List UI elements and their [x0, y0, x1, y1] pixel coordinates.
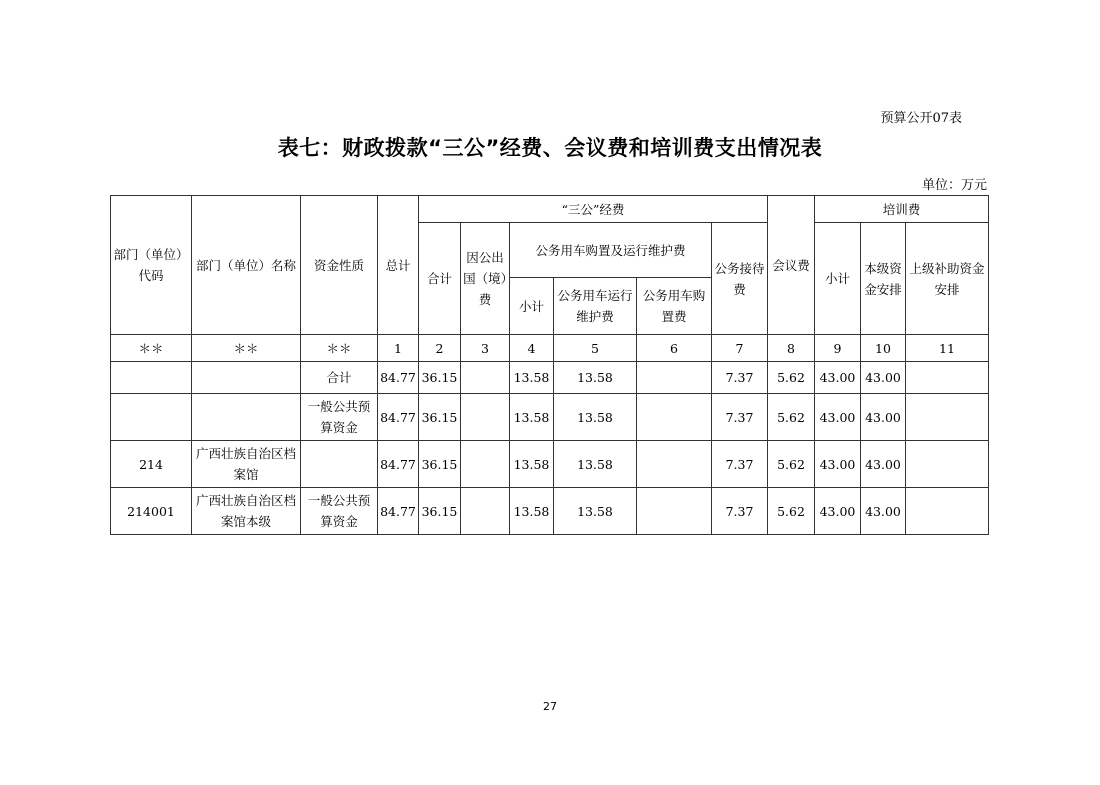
index-cell: ＊＊ — [192, 335, 301, 362]
header-training: 培训费 — [815, 196, 989, 223]
cell-abroad — [461, 394, 510, 441]
index-cell: 5 — [554, 335, 637, 362]
cell-sangong-total: 36.15 — [419, 362, 461, 394]
header-training-own: 本级资金安排 — [861, 223, 906, 335]
index-cell: 10 — [861, 335, 906, 362]
cell-total: 84.77 — [378, 394, 419, 441]
cell-total: 84.77 — [378, 362, 419, 394]
cell-vehicle-operation: 13.58 — [554, 441, 637, 488]
table-header — [111, 196, 989, 362]
cell-sangong-total: 36.15 — [419, 441, 461, 488]
cell-reception: 7.37 — [712, 362, 768, 394]
cell-fund: 一般公共预算资金 — [301, 394, 378, 441]
cell-vehicle-subtotal: 13.58 — [510, 441, 554, 488]
cell-training-subsidy — [906, 441, 989, 488]
cell-training-subtotal: 43.00 — [815, 441, 861, 488]
cell-vehicle-subtotal: 13.58 — [510, 488, 554, 535]
header-vehicle-operation: 公务用车运行维护费 — [554, 278, 637, 335]
cell-code — [111, 394, 192, 441]
cell-name: 广西壮族自治区档案馆本级 — [192, 488, 301, 535]
index-row — [111, 335, 989, 362]
index-cell: ＊＊ — [301, 335, 378, 362]
table-body — [111, 362, 989, 535]
cell-code: 214 — [111, 441, 192, 488]
table-code: 预算公开07表 — [880, 111, 962, 126]
cell-fund: 合计 — [301, 362, 378, 394]
cell-vehicle-purchase — [637, 362, 712, 394]
page-number: 27 — [543, 700, 557, 713]
cell-fund: 一般公共预算资金 — [301, 488, 378, 535]
cell-sangong-total: 36.15 — [419, 394, 461, 441]
unit-label: 单位：万元 — [921, 178, 987, 193]
cell-vehicle-operation: 13.58 — [554, 488, 637, 535]
budget-table — [110, 195, 989, 535]
cell-vehicle-subtotal: 13.58 — [510, 394, 554, 441]
index-cell: 8 — [768, 335, 815, 362]
header-fund-type: 资金性质 — [301, 196, 378, 335]
cell-vehicle-subtotal: 13.58 — [510, 362, 554, 394]
cell-total: 84.77 — [378, 488, 419, 535]
cell-abroad — [461, 488, 510, 535]
header-dept-code: 部门（单位）代码 — [111, 196, 192, 335]
cell-meeting: 5.62 — [768, 441, 815, 488]
cell-meeting: 5.62 — [768, 394, 815, 441]
cell-training-subtotal: 43.00 — [815, 488, 861, 535]
table-row — [111, 441, 989, 488]
cell-name: 广西壮族自治区档案馆 — [192, 441, 301, 488]
index-cell: 3 — [461, 335, 510, 362]
cell-vehicle-purchase — [637, 394, 712, 441]
header-vehicle-subtotal: 小计 — [510, 278, 554, 335]
cell-total: 84.77 — [378, 441, 419, 488]
index-cell: 7 — [712, 335, 768, 362]
header-training-subsidy: 上级补助资金安排 — [906, 223, 989, 335]
header-meeting: 会议费 — [768, 196, 815, 335]
table-row — [111, 362, 989, 394]
cell-sangong-total: 36.15 — [419, 488, 461, 535]
index-cell: 9 — [815, 335, 861, 362]
index-cell: 4 — [510, 335, 554, 362]
cell-training-own: 43.00 — [861, 441, 906, 488]
index-cell: 1 — [378, 335, 419, 362]
cell-meeting: 5.62 — [768, 488, 815, 535]
header-abroad: 因公出国（境）费 — [461, 223, 510, 335]
cell-meeting: 5.62 — [768, 362, 815, 394]
cell-abroad — [461, 362, 510, 394]
header-reception: 公务接待费 — [712, 223, 768, 335]
cell-training-subtotal: 43.00 — [815, 362, 861, 394]
cell-name — [192, 362, 301, 394]
cell-training-own: 43.00 — [861, 488, 906, 535]
cell-name — [192, 394, 301, 441]
index-cell: ＊＊ — [111, 335, 192, 362]
cell-reception: 7.37 — [712, 441, 768, 488]
cell-code: 214001 — [111, 488, 192, 535]
header-vehicle-purchase: 公务用车购置费 — [637, 278, 712, 335]
cell-reception: 7.37 — [712, 488, 768, 535]
header-dept-name: 部门（单位）名称 — [192, 196, 301, 335]
cell-vehicle-operation: 13.58 — [554, 394, 637, 441]
header-training-subtotal: 小计 — [815, 223, 861, 335]
cell-vehicle-purchase — [637, 488, 712, 535]
cell-training-subsidy — [906, 488, 989, 535]
cell-training-subsidy — [906, 394, 989, 441]
page-title: 表七：财政拨款“三公”经费、会议费和培训费支出情况表 — [277, 136, 823, 160]
index-cell: 6 — [637, 335, 712, 362]
cell-training-subtotal: 43.00 — [815, 394, 861, 441]
table-row — [111, 488, 989, 535]
cell-vehicle-purchase — [637, 441, 712, 488]
cell-training-subsidy — [906, 362, 989, 394]
table-row — [111, 394, 989, 441]
cell-reception: 7.37 — [712, 394, 768, 441]
index-cell: 11 — [906, 335, 989, 362]
cell-abroad — [461, 441, 510, 488]
header-sangong-subtotal: 合计 — [419, 223, 461, 335]
cell-vehicle-operation: 13.58 — [554, 362, 637, 394]
header-total: 总计 — [378, 196, 419, 335]
cell-code — [111, 362, 192, 394]
index-cell: 2 — [419, 335, 461, 362]
cell-training-own: 43.00 — [861, 362, 906, 394]
header-sangong: “三公”经费 — [419, 196, 768, 223]
cell-fund — [301, 441, 378, 488]
cell-training-own: 43.00 — [861, 394, 906, 441]
header-vehicle: 公务用车购置及运行维护费 — [510, 223, 712, 278]
